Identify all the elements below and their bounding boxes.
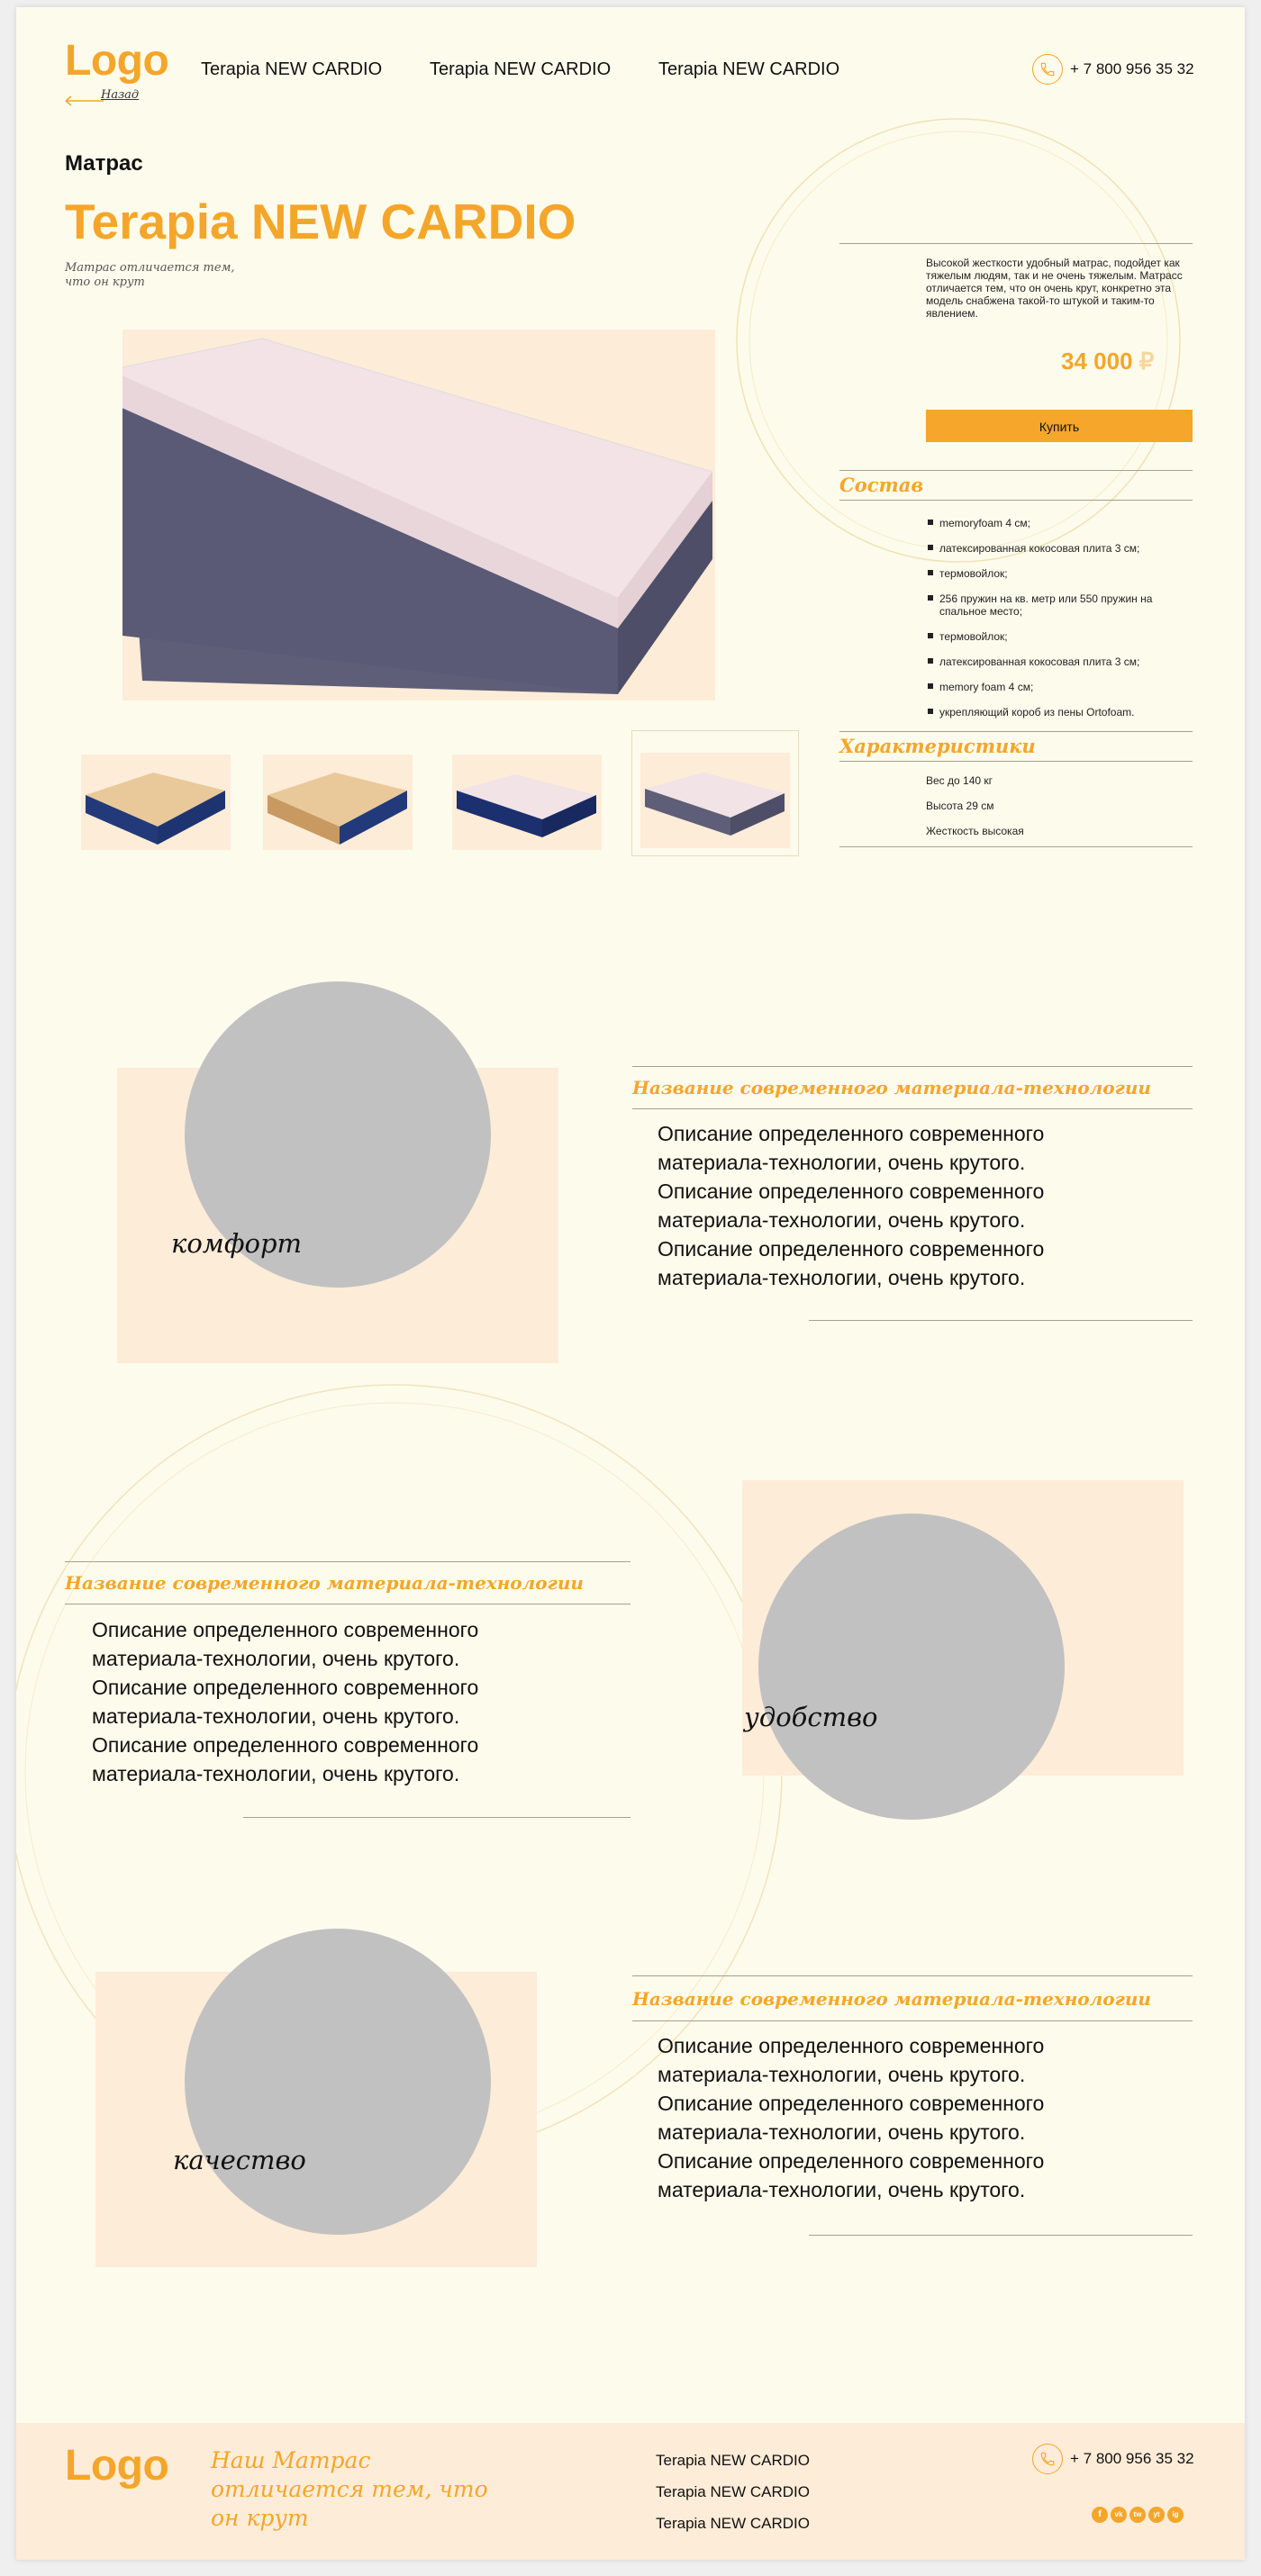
footer-link-3[interactable]: Terapia NEW CARDIO [656,2515,810,2532]
vk-icon[interactable]: vk [1111,2507,1127,2523]
thumbnail-1[interactable] [81,755,231,850]
feature-image-placeholder [185,1929,491,2235]
feature-title: Название современного материала-технологии [632,1988,1151,2010]
price-value: 34 000 [1061,348,1133,375]
footer-logo[interactable]: Logo [65,2442,169,2490]
thumbnail-2[interactable] [263,755,413,850]
composition-item: memoryfoam 4 см; [939,517,1183,529]
specs-title: Характеристики [839,735,1036,757]
feature-title: Название современного материала-технологии [632,1077,1151,1098]
twitter-icon[interactable]: tw [1129,2507,1146,2523]
tagline-line-1: Матрас отличается тем, [65,261,235,275]
feature-label: качество [173,2145,306,2175]
divider [839,731,1193,732]
composition-item: 256 пружин на кв. метр или 550 пружин на спальное место; [939,592,1183,618]
composition-item: латексированная кокосовая плита 3 см; [939,542,1183,555]
thumbnail-4-selected[interactable] [631,730,799,856]
product-tagline [65,261,235,290]
mattress-cross-section-icon [263,755,413,850]
composition-item: латексированная кокосовая плита 3 см; [939,655,1183,668]
mattress-cross-section-icon [81,755,231,850]
back-label: Назад [101,88,140,102]
slogan-line-1: Наш Матрас [211,2447,371,2473]
nav-link-1[interactable]: Terapia NEW CARDIO [201,59,383,79]
feature-text: Описание определенного современного материала-технологии, очень крутого. Описание определенного современного материала-технологии, очень крутого. Описание определенного современного материала-технологии, очень крутого. [92,1618,479,1785]
composition-item: термовойлок; [939,630,1183,643]
composition-item: memory foam 4 см; [939,681,1183,693]
feature-label: комфорт [171,1228,303,1259]
divider [809,2235,1193,2236]
divider [632,2020,1193,2021]
feature-label: удобство [744,1702,878,1732]
phone-icon[interactable] [1032,54,1063,85]
thumbnail-4 [640,753,790,848]
divider [809,1320,1193,1321]
tagline-line-2: что он крут [65,276,145,289]
divider [839,846,1193,847]
mattress-illustration [122,330,715,700]
main-product-image [122,330,715,700]
header-phone[interactable]: + 7 800 956 35 32 [1070,60,1194,77]
product-description: Высокой жесткости удобный матрас, подойдет как тяжелым людям, так и не очень тяжелым. Матрасс отличается тем, что он очень крут, конкретно эта модель снабжена такой-то штукой и таким-то явлением. [926,257,1183,320]
spec-item: Высота 29 см [926,800,994,812]
divider [839,500,1193,501]
product-title: Terapia NEW CARDIO [65,194,576,249]
mattress-blue-icon [452,755,602,850]
slogan-line-3: он крут [211,2505,309,2531]
footer-link-2[interactable]: Terapia NEW CARDIO [656,2483,810,2500]
composition-item: термовойлок; [939,567,1183,580]
product-category: Матрас [65,151,143,176]
divider [65,1561,630,1562]
slogan-line-2: отличается тем, что [211,2476,488,2502]
mattress-grey-icon [640,753,790,848]
composition-item: укрепляющий короб из пены Ortofoam. [939,706,1183,719]
divider [632,1975,1193,1976]
buy-button[interactable]: Купить [926,410,1193,442]
youtube-icon[interactable]: yt [1148,2507,1165,2523]
product-page [16,7,1245,2560]
footer-link-1[interactable]: Terapia NEW CARDIO [656,2452,810,2469]
feature-title: Название современного материала-технологии [65,1572,584,1594]
thumbnail-3[interactable] [452,755,602,850]
divider [839,243,1193,244]
price-currency: ₽ [1139,348,1155,375]
divider [839,761,1193,762]
composition-title: Состав [839,474,924,496]
feature-text: Описание определенного современного материала-технологии, очень крутого. Описание определенного современного материала-технологии, очень крутого. Описание определенного современного материала-технологии, очень крутого. [658,1122,1045,1289]
instagram-icon[interactable]: ig [1167,2507,1184,2523]
divider [839,470,1193,471]
divider [632,1066,1193,1067]
product-price [1061,348,1154,375]
feature-image-placeholder [758,1514,1065,1820]
nav-link-3[interactable]: Terapia NEW CARDIO [658,59,840,79]
facebook-icon[interactable]: f [1092,2507,1108,2523]
feature-text: Описание определенного современного материала-технологии, очень крутого. Описание определенного современного материала-технологии, очень крутого. Описание определенного современного материала-технологии, очень крутого. [658,2034,1045,2201]
back-link[interactable] [65,90,146,108]
divider [243,1817,630,1818]
nav-link-2[interactable]: Terapia NEW CARDIO [430,59,612,79]
footer-phone[interactable]: + 7 800 956 35 32 [1070,2450,1194,2467]
arrow-left-icon [65,95,104,106]
spec-item: Жесткость высокая [926,825,1024,837]
divider [632,1108,1193,1109]
footer-slogan [211,2446,488,2533]
footer [16,2423,1245,2560]
spec-item: Вес до 140 кг [926,774,993,787]
phone-icon[interactable] [1032,2444,1063,2474]
header-logo[interactable]: Logo [65,37,169,85]
